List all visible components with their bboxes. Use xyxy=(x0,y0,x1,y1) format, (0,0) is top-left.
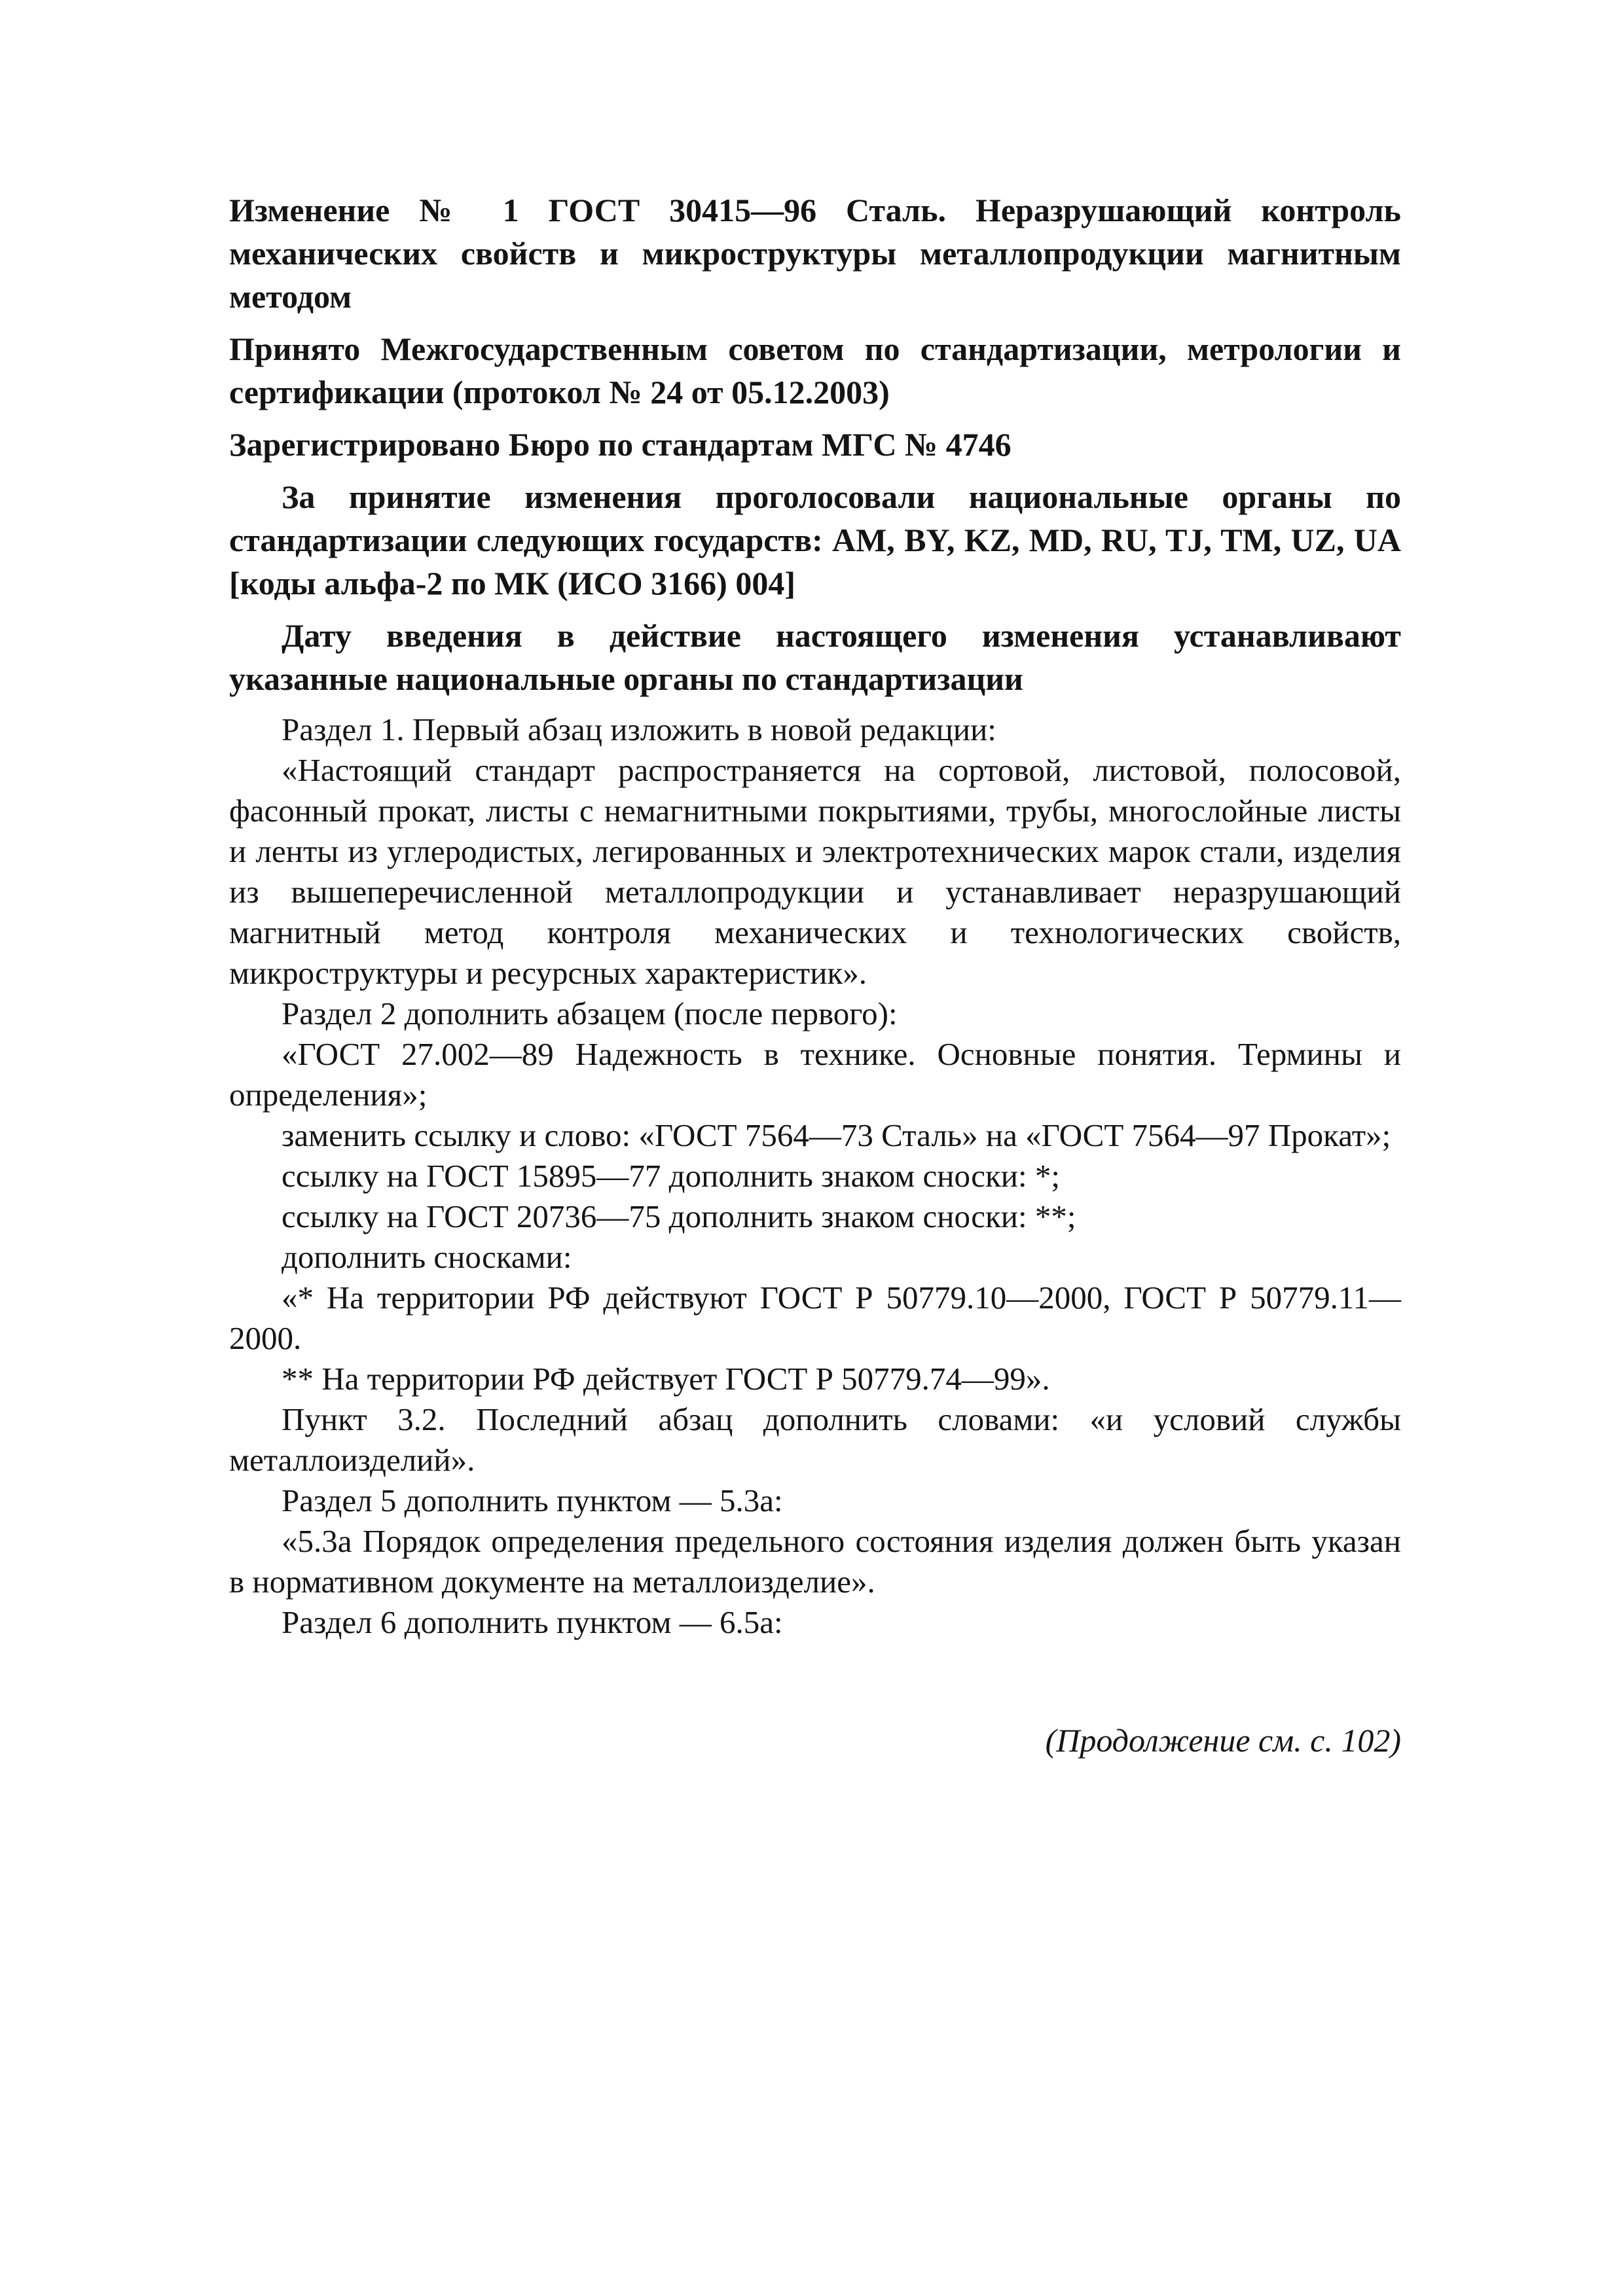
paragraph-add-footnotes: дополнить сносками: xyxy=(282,1239,572,1275)
paragraph-section5-heading: Раздел 5 дополнить пунктом — 5.3а: xyxy=(282,1482,783,1518)
adoption-statement: Принято Межгосударственным советом по стандартизации, метрологии и сертификации (протокол № 24 от 05.12.2003) xyxy=(229,331,1401,410)
paragraph-footnote-1: «* На территории РФ действуют ГОСТ Р 50779.10—2000, ГОСТ Р 50779.11—2000. xyxy=(229,1280,1401,1356)
paragraph-gost-27002: «ГОСТ 27.002—89 Надежность в технике. Основные понятия. Термины и определения»; xyxy=(229,1036,1401,1113)
paragraph-item-3-2: Пункт 3.2. Последний абзац дополнить словами: «и условий службы металлоизделий». xyxy=(229,1401,1401,1478)
paragraph-replace-reference: заменить ссылку и слово: «ГОСТ 7564—73 Сталь» на «ГОСТ 7564—97 Прокат»; xyxy=(282,1117,1391,1153)
continuation-note: (Продолжение см. с. 102) xyxy=(1045,1722,1401,1759)
paragraph-item-5-3a: «5.3а Порядок определения предельного состояния изделия должен быть указан в нормативном документе на металлоизделие». xyxy=(229,1523,1401,1600)
paragraph-footnote-mark-1: ссылку на ГОСТ 15895—77 дополнить знаком сноски: *; xyxy=(282,1158,1060,1194)
paragraph-footnote-mark-2: ссылку на ГОСТ 20736—75 дополнить знаком сноски: **; xyxy=(282,1198,1076,1234)
paragraph-footnote-2: ** На территории РФ действует ГОСТ Р 50779.74—99». xyxy=(282,1361,1050,1397)
amendment-title: Изменение № 1 ГОСТ 30415—96 Сталь. Неразрушающий контроль механических свойств и микроструктуры металлопродукции магнитным методом xyxy=(229,192,1401,315)
paragraph-section1-heading: Раздел 1. Первый абзац изложить в новой редакции: xyxy=(282,711,996,747)
voting-statement: За принятие изменения проголосовали национальные органы по стандартизации следующих государств: AM, BY, KZ, MD, RU, TJ, TM, UZ, UA [коды альфа-2 по МК (ИСО 3166) 004] xyxy=(229,478,1401,601)
effective-date-statement: Дату введения в действие настоящего изменения устанавливают указанные национальные органы по стандартизации xyxy=(229,617,1401,697)
registration-statement: Зарегистрировано Бюро по стандартам МГС № 4746 xyxy=(229,426,1012,463)
paragraph-section1-text: «Настоящий стандарт распространяется на сортовой, листовой, полосовой, фасонный прокат, листы с немагнитными покрытиями, трубы, многослойные листы и ленты из углеродистых, легированных и электротехнических марок стали, изделия из вышеперечисленной металлопродукции и устанавливает неразрушающий магнитный метод контроля механических и технологических свойств, микроструктуры и ресурсных характеристик». xyxy=(229,752,1401,991)
document-page xyxy=(229,188,1401,1643)
paragraph-section6-heading: Раздел 6 дополнить пунктом — 6.5а: xyxy=(282,1604,783,1640)
paragraph-section2-heading: Раздел 2 дополнить абзацем (после первого): xyxy=(282,996,898,1031)
